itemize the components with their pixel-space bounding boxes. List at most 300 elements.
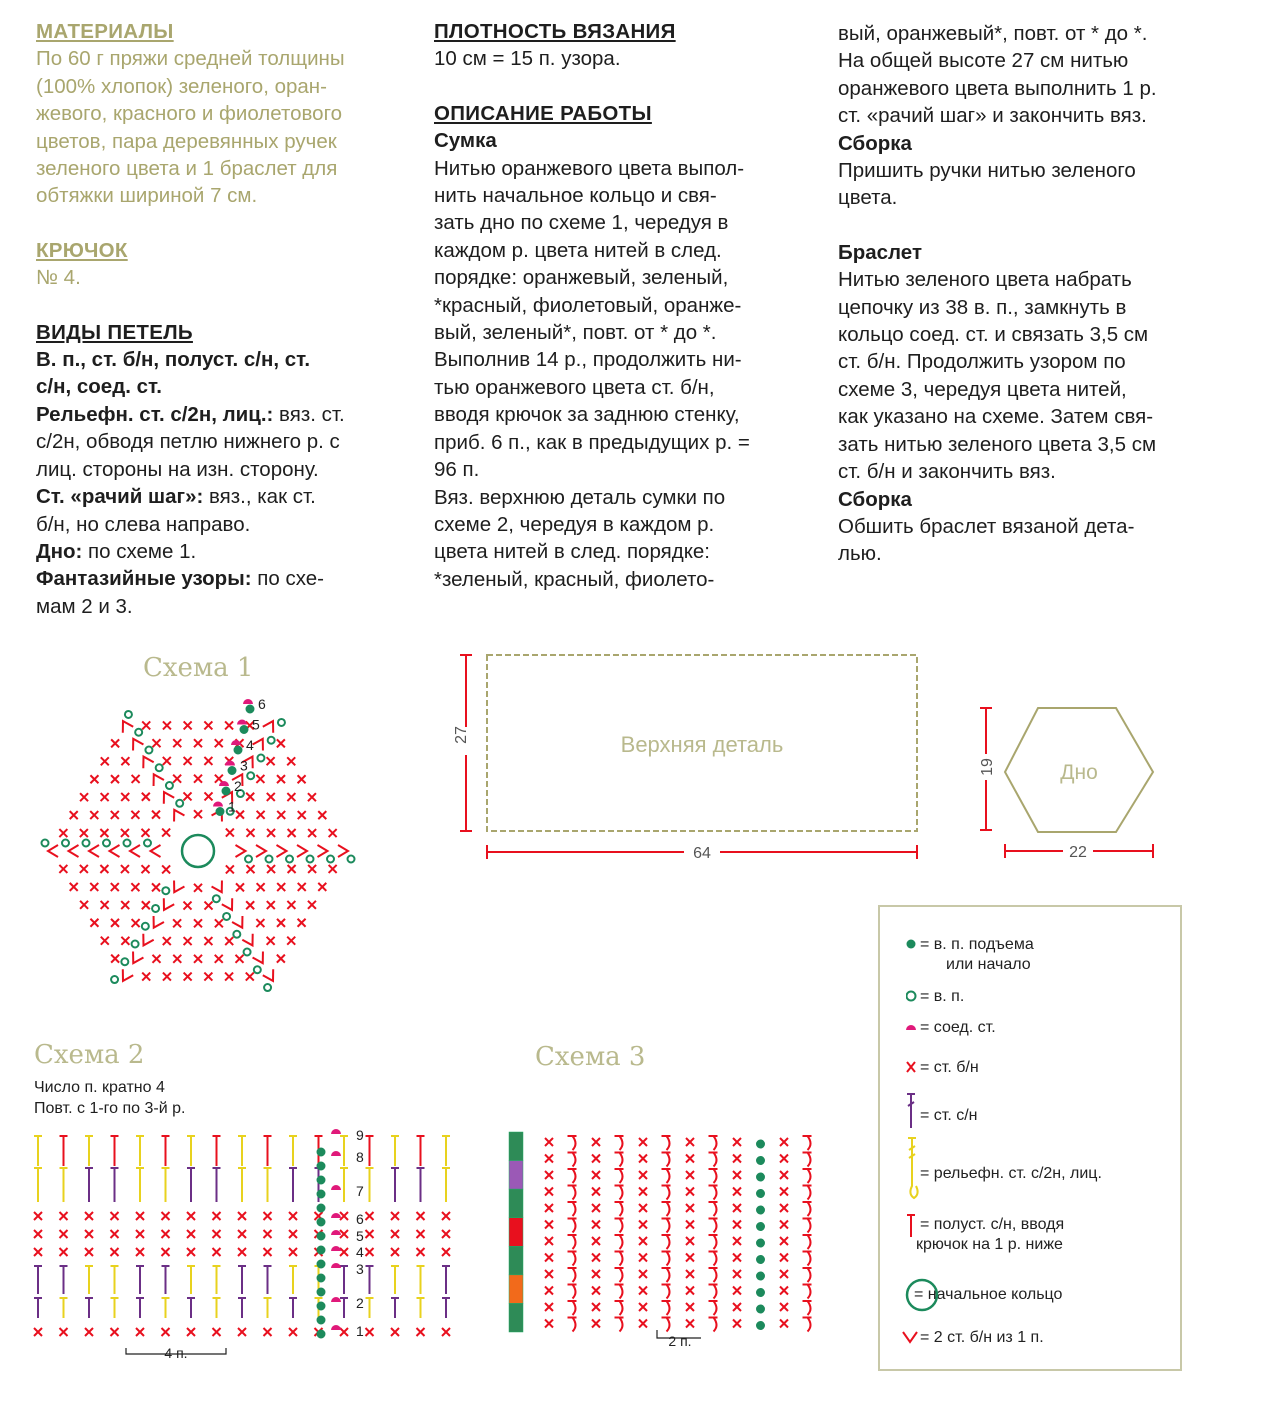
stitch-x-mark (733, 1303, 741, 1311)
stitch-x-mark (194, 775, 202, 783)
stitch-x-mark (298, 811, 306, 819)
slip-stitch-arc (237, 720, 247, 725)
color-strip-block (509, 1218, 523, 1247)
stitch-x-mark (238, 1248, 246, 1256)
increase-v-mark (169, 880, 184, 895)
stitch-x-mark (287, 937, 295, 945)
stitch-dc-mark (34, 1168, 42, 1202)
lift-dot (318, 1303, 325, 1310)
stitch-x-mark (639, 1287, 647, 1295)
stitch-x-mark (187, 1212, 195, 1220)
stitch-x-mark (121, 793, 129, 801)
increase-v-mark (118, 969, 133, 984)
stitches-list (36, 346, 400, 620)
stitch-t-mark (417, 1136, 425, 1166)
stitch-x-mark (733, 1254, 741, 1262)
lift-dot (318, 1177, 325, 1184)
stitch-x-mark (780, 1320, 788, 1328)
stitch-x-mark (194, 955, 202, 963)
top-part-diagram (450, 645, 930, 865)
stitch-x-mark (163, 721, 171, 729)
bracelet-line: ст. б/н и закончить вяз. (838, 460, 1056, 484)
stitch-x-mark (194, 810, 202, 818)
materials-line: жевого, красного и фиолетового (36, 102, 343, 126)
stitch-x-mark (686, 1320, 694, 1328)
legend-item: = соед. ст. (920, 1018, 996, 1038)
stitch-x-mark (121, 757, 129, 765)
stitch-x-mark (287, 793, 295, 801)
stitch-x-mark (545, 1155, 553, 1163)
stitch-x-mark (780, 1204, 788, 1212)
lift-dot (235, 747, 242, 754)
stitch-hdc-mark (662, 1219, 671, 1233)
stitch-x-mark (267, 757, 275, 765)
stitch-x-mark (592, 1303, 600, 1311)
pink-arc-icon (906, 1020, 920, 1034)
cont-line: ст. «рачий шаг» и закончить вяз. (838, 104, 1147, 128)
stitch-x-mark (592, 1138, 600, 1146)
increase-v-mark (149, 916, 164, 931)
schema2-row-number: 7 (356, 1183, 364, 1199)
stitch-dc-mark (238, 1266, 246, 1294)
stitch-x-mark (545, 1270, 553, 1278)
density-heading: ПЛОТНОСТЬ ВЯЗАНИЯ (434, 20, 676, 43)
stitch-x-mark (236, 955, 244, 963)
stitch-dc-mark (442, 1168, 450, 1202)
stitch-x-mark (289, 1328, 297, 1336)
stitch-t-mark (60, 1136, 68, 1166)
stitch-dc-mark (417, 1266, 425, 1294)
stitch-hdc-mark (709, 1318, 718, 1332)
stitch-dc-mark (213, 1298, 221, 1318)
yellow-relief-icon (906, 1136, 928, 1202)
stitch-dc-mark (136, 1298, 144, 1318)
stitch-hdc-mark (568, 1136, 577, 1150)
stitch-t-mark (136, 1136, 144, 1166)
stitch-line: В. п., ст. б/н, полуст. с/н, ст. (36, 348, 311, 372)
slip-stitch-arc (213, 802, 223, 807)
stitch-dc-mark (417, 1168, 425, 1202)
magic-ring (182, 835, 214, 867)
stitch-x-mark (733, 1221, 741, 1229)
increase-v-mark (128, 951, 143, 966)
stitch-x-mark (780, 1171, 788, 1179)
stitch-x-mark (162, 1328, 170, 1336)
stitch-x-mark (121, 901, 129, 909)
stitch-x-mark (173, 775, 181, 783)
stitch-x-mark (733, 1204, 741, 1212)
stitch-x-mark (163, 757, 171, 765)
stitch-hdc-mark (803, 1301, 812, 1315)
schema1-hexagon-chart (20, 695, 380, 1005)
stitch-x-mark (277, 883, 285, 891)
stitch-t-mark (238, 1136, 246, 1166)
stitch-x-mark (213, 1230, 221, 1238)
stitch-x-mark (733, 1287, 741, 1295)
stitch-x-mark (60, 1230, 68, 1238)
assembly-heading: Сборка (838, 131, 912, 155)
lift-dot (757, 1306, 764, 1313)
chain-circle (223, 913, 230, 920)
work-heading: ОПИСАНИЕ РАБОТЫ (434, 101, 652, 125)
chain-circle (82, 840, 89, 847)
stitch-hdc-mark (803, 1268, 812, 1282)
stitch-hdc-mark (615, 1252, 624, 1266)
stitch-hdc-mark (803, 1169, 812, 1183)
stitch-x-mark (340, 1328, 348, 1336)
stitch-dc-mark (136, 1266, 144, 1294)
increase-v-mark (128, 736, 143, 751)
stitch-x-mark (639, 1320, 647, 1328)
stitch-x-mark (246, 793, 254, 801)
stitch-x-mark (780, 1270, 788, 1278)
stitch-x-mark (90, 919, 98, 927)
stitch-hdc-mark (615, 1136, 624, 1150)
stitch-x-mark (34, 1248, 42, 1256)
chain-circle (142, 923, 149, 930)
stitch-x-mark (111, 775, 119, 783)
stitch-dc-mark (366, 1298, 374, 1318)
schema2-repeat-label: 4 п. (164, 1345, 188, 1361)
increase-v-mark (318, 845, 328, 857)
stitch-x-mark (639, 1155, 647, 1163)
lift-dot (757, 1207, 764, 1214)
stitch-x-mark (205, 902, 213, 910)
lift-dot (757, 1141, 764, 1148)
stitch-dc-mark (34, 1298, 42, 1318)
stitch-x-mark (162, 1230, 170, 1238)
stitch-x-mark (256, 919, 264, 927)
lift-dot (757, 1322, 764, 1329)
assembly-line: лью. (838, 542, 882, 566)
stitch-x-mark (391, 1230, 399, 1238)
stitch-x-mark (101, 901, 109, 909)
stitch-x-mark (90, 775, 98, 783)
bag-line: вводя крючок за заднюю стенку, (434, 403, 740, 427)
stitch-x-mark (111, 955, 119, 963)
stitch-x-mark (215, 919, 223, 927)
chain-circle (327, 856, 334, 863)
schema2-row-number: 6 (356, 1211, 364, 1227)
lift-dot (757, 1174, 764, 1181)
stitch-x-mark (111, 1230, 119, 1238)
chain-circle (268, 737, 275, 744)
stitch-x-mark (204, 973, 212, 981)
increase-v-mark (110, 845, 120, 857)
stitch-line: лиц. стороны на изн. сторону. (36, 457, 319, 481)
stitch-x-mark (204, 937, 212, 945)
stitch-x-mark (366, 1248, 374, 1256)
color-strip-block (509, 1189, 523, 1218)
stitch-x-mark (318, 883, 326, 891)
increase-v-mark (169, 807, 184, 822)
stitch-hdc-mark (615, 1153, 624, 1167)
stitch-x-mark (173, 919, 181, 927)
green-ring-icon (904, 1277, 940, 1313)
stitch-x-mark (545, 1303, 553, 1311)
stitch-x-mark (184, 792, 192, 800)
stitch-hdc-mark (803, 1153, 812, 1167)
stitch-x-mark (85, 1248, 93, 1256)
schema2-title: Схема 2 (34, 1040, 145, 1070)
lift-dot (318, 1331, 325, 1338)
lift-dot (318, 1163, 325, 1170)
color-strip-block (509, 1275, 523, 1304)
stitch-t-mark (366, 1136, 374, 1166)
bracelet-heading: Браслет (838, 240, 922, 264)
stitch-x-mark (247, 829, 255, 837)
cont-line: оранжевого цвета выполнить 1 р. (838, 76, 1157, 100)
increase-v-mark (89, 845, 99, 857)
slip-stitch-arc (331, 1185, 341, 1190)
stitch-x-mark (733, 1237, 741, 1245)
bottom-height-label: 19 (979, 758, 996, 776)
stitch-x-mark (442, 1230, 450, 1238)
stitch-x-mark (85, 1212, 93, 1220)
stitch-x-mark (256, 775, 264, 783)
stitch-x-mark (686, 1204, 694, 1212)
slip-stitch-arc (331, 1246, 341, 1251)
stitch-hdc-mark (662, 1301, 671, 1315)
stitch-x-mark (194, 919, 202, 927)
stitch-x-mark (264, 1328, 272, 1336)
stitch-hdc-mark (662, 1153, 671, 1167)
materials-line: (100% хлопок) зеленого, оран- (36, 74, 327, 98)
stitch-dc-mark (60, 1298, 68, 1318)
increase-v-mark (212, 880, 227, 895)
stitch-line: Ст. «рачий шаг»: вяз., как ст. (36, 485, 316, 509)
chain-circle (145, 746, 152, 753)
bag-line: 96 п. (434, 458, 480, 482)
increase-v-mark (256, 845, 266, 857)
stitch-x-mark (70, 811, 78, 819)
stitch-x-mark (308, 865, 316, 873)
stitch-x-mark (246, 901, 254, 909)
color-strip-block (509, 1303, 523, 1332)
stitch-x-mark (131, 811, 139, 819)
stitch-x-mark (287, 901, 295, 909)
stitch-line: Фантазийные узоры: по схе- (36, 567, 324, 591)
lift-dot (318, 1191, 325, 1198)
stitch-x-mark (101, 793, 109, 801)
stitch-dc-mark (391, 1266, 399, 1294)
stitch-x-mark (152, 883, 160, 891)
stitch-dc-mark (60, 1168, 68, 1202)
slip-stitch-arc (219, 781, 229, 786)
stitch-x-mark (90, 883, 98, 891)
stitch-t-mark (85, 1136, 93, 1166)
stitch-x-mark (142, 865, 150, 873)
bag-line: каждом р. цвета нитей в след. (434, 238, 722, 262)
red-x-icon (906, 1060, 920, 1074)
bracelet-line: зать нитью зеленого цвета 3,5 см (838, 432, 1157, 456)
bottom-label: Дно (1060, 761, 1098, 784)
stitch-x-mark (733, 1270, 741, 1278)
chain-circle (156, 764, 163, 771)
stitch-x-mark (70, 883, 78, 891)
stitch-dc-mark (391, 1298, 399, 1318)
stitch-hdc-mark (568, 1235, 577, 1249)
chain-circle (144, 840, 151, 847)
stitches-heading: ВИДЫ ПЕТЕЛЬ (36, 320, 193, 344)
stitch-x-mark (187, 1328, 195, 1336)
stitch-x-mark (238, 1212, 246, 1220)
stitch-dc-mark (187, 1168, 195, 1202)
schema2-row-number: 1 (356, 1323, 364, 1339)
stitch-line: с/н, соед. ст. (36, 375, 162, 399)
legend-box (878, 905, 1182, 1371)
slip-stitch-arc (331, 1151, 341, 1156)
stitch-x-mark (225, 721, 233, 729)
stitch-x-mark (308, 793, 316, 801)
stitch-x-mark (111, 1248, 119, 1256)
slip-stitch-arc (331, 1129, 341, 1134)
schema3-repeat-label: 2 п. (668, 1333, 692, 1349)
stitch-hdc-mark (662, 1136, 671, 1150)
lift-dot (757, 1256, 764, 1263)
stitch-dc-mark (213, 1266, 221, 1294)
lift-dot (217, 808, 224, 815)
stitch-hdc-mark (709, 1169, 718, 1183)
stitch-x-mark (100, 829, 108, 837)
stitch-line: б/н, но слева направо. (36, 512, 251, 536)
stitch-t-mark (34, 1136, 42, 1166)
chain-circle (233, 931, 240, 938)
stitch-x-mark (162, 1212, 170, 1220)
chain-circle (286, 856, 293, 863)
slip-stitch-arc (225, 761, 235, 766)
stitch-x-mark (111, 883, 119, 891)
stitch-x-mark (686, 1303, 694, 1311)
stitch-x-mark (184, 937, 192, 945)
stitch-hdc-mark (662, 1186, 671, 1200)
increase-v-mark (69, 845, 79, 857)
assembly-heading-2: Сборка (838, 487, 912, 511)
stitch-hdc-mark (803, 1219, 812, 1233)
stitch-x-mark (329, 865, 337, 873)
chain-circle (103, 840, 110, 847)
stitch-dc-mark (111, 1168, 119, 1202)
stitch-x-mark (194, 884, 202, 892)
schema2-row-number: 2 (356, 1295, 364, 1311)
slip-stitch-arc (231, 740, 241, 745)
stitch-dc-mark (187, 1266, 195, 1294)
stitch-x-mark (545, 1221, 553, 1229)
chain-circle (41, 840, 48, 847)
color-strip-block (509, 1246, 523, 1275)
slip-stitch-arc (331, 1297, 341, 1302)
stitch-x-mark (308, 829, 316, 837)
stitch-x-mark (289, 1230, 297, 1238)
stitch-hdc-mark (709, 1252, 718, 1266)
stitch-x-mark (90, 811, 98, 819)
stitch-x-mark (34, 1212, 42, 1220)
stitch-dc-mark (238, 1298, 246, 1318)
stitch-x-mark (236, 811, 244, 819)
increase-v-mark (263, 969, 278, 984)
lift-dot (318, 1275, 325, 1282)
stitch-x-mark (686, 1155, 694, 1163)
legend-item: = начальное кольцо (914, 1285, 1062, 1305)
stitch-x-mark (277, 955, 285, 963)
slip-stitch-arc (331, 1213, 341, 1218)
bag-line: зать дно по схеме 1, чередуя в (434, 211, 729, 235)
column-work (434, 18, 804, 593)
hook-value: № 4. (36, 266, 81, 290)
schema2-note-2: Повт. с 1-го по 3-й р. (34, 1100, 186, 1117)
stitch-x-mark (442, 1212, 450, 1220)
stitch-x-mark (101, 937, 109, 945)
stitch-x-mark (288, 865, 296, 873)
stitch-x-mark (163, 973, 171, 981)
lift-dot (318, 1233, 325, 1240)
increase-v-mark (222, 898, 237, 913)
stitch-x-mark (366, 1328, 374, 1336)
stitch-x-mark (780, 1155, 788, 1163)
stitch-x-mark (215, 955, 223, 963)
stitch-hdc-mark (709, 1219, 718, 1233)
stitch-x-mark (340, 1212, 348, 1220)
stitch-x-mark (85, 1328, 93, 1336)
schema1-row-number: 1 (228, 798, 236, 815)
stitch-dc-mark (162, 1266, 170, 1294)
stitch-x-mark (60, 1212, 68, 1220)
lift-dot (757, 1223, 764, 1230)
stitch-hdc-mark (709, 1285, 718, 1299)
stitch-x-mark (194, 739, 202, 747)
materials-text (36, 45, 400, 209)
stitch-x-mark (592, 1287, 600, 1295)
slip-stitch-arc (331, 1263, 341, 1268)
bracelet-line: ст. б/н. Продолжить узором по (838, 350, 1126, 374)
stitch-x-mark (225, 973, 233, 981)
stitch-dc-mark (85, 1266, 93, 1294)
stitch-x-mark (639, 1138, 647, 1146)
stitch-x-mark (267, 901, 275, 909)
stitch-hdc-mark (568, 1268, 577, 1282)
stitch-x-mark (298, 775, 306, 783)
stitch-line: мам 2 и 3. (36, 594, 133, 618)
stitch-x-mark (173, 955, 181, 963)
chain-circle (162, 887, 169, 894)
stitch-x-mark (733, 1171, 741, 1179)
stitch-line: с/2н, обводя петлю нижнего р. с (36, 430, 340, 454)
stitch-x-mark (287, 757, 295, 765)
lift-dot (229, 767, 236, 774)
stitch-x-mark (733, 1138, 741, 1146)
stitch-dc-mark (34, 1266, 42, 1294)
stitch-x-mark (780, 1138, 788, 1146)
stitch-x-mark (639, 1237, 647, 1245)
stitch-x-mark (686, 1138, 694, 1146)
stitch-x-mark (34, 1328, 42, 1336)
stitch-x-mark (592, 1237, 600, 1245)
chain-circle (245, 856, 252, 863)
top-part-line: *зеленый, красный, фиолето- (434, 567, 715, 591)
stitch-x-mark (277, 739, 285, 747)
stitch-x-mark (264, 1230, 272, 1238)
stitch-x-mark (417, 1212, 425, 1220)
stitch-x-mark (639, 1254, 647, 1262)
stitch-dc-mark (111, 1298, 119, 1318)
chain-circle (278, 719, 285, 726)
stitch-dc-mark (60, 1266, 68, 1294)
stitch-x-mark (264, 1248, 272, 1256)
schema1-row-number: 3 (240, 757, 248, 774)
stitch-x-mark (34, 1230, 42, 1238)
stitch-x-mark (111, 919, 119, 927)
stitch-hdc-mark (803, 1202, 812, 1216)
